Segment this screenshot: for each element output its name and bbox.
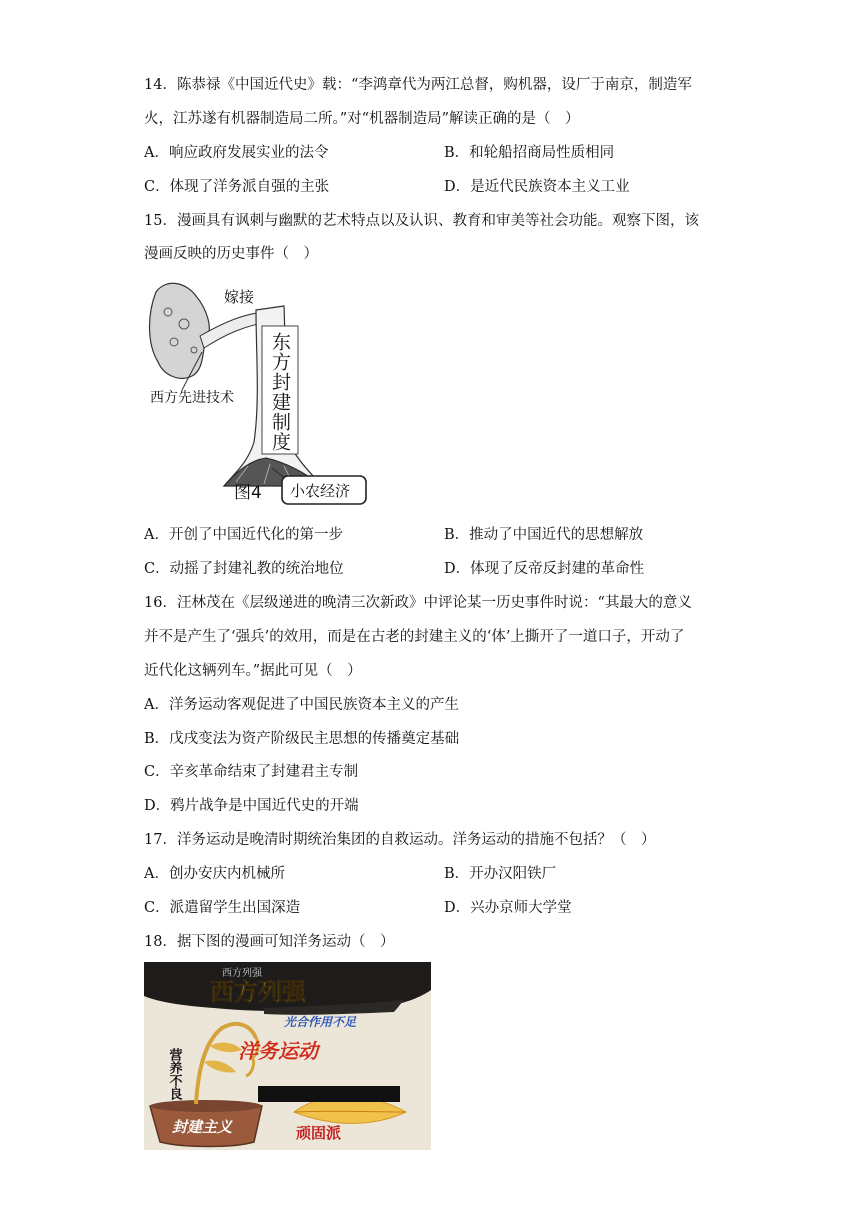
q15-option-d: D．体现了反帝反封建的革命性 xyxy=(444,561,645,577)
figure-number-label: 图4 xyxy=(234,483,262,503)
q16-stem-line1: 16．汪林茂在《层级递进的晚清三次新政》中评论某一历史事件时说：“其最大的意义 xyxy=(144,595,692,611)
q15-cartoon-figure xyxy=(144,272,370,508)
q14-stem-line1: 14．陈恭禄《中国近代史》载：“李鸿章代为两江总督，购机器，设厂于南京，制造军 xyxy=(144,77,692,93)
q17-option-b: B．开办汉阳铁厂 xyxy=(444,866,557,882)
q15-option-b: B．推动了中国近代的思想解放 xyxy=(444,527,644,543)
q16-option-b: B．戊戌变法为资产阶级民主思想的传播奠定基础 xyxy=(144,731,460,747)
west-tech-label: 西方先进技术 xyxy=(150,390,234,406)
q15-stem-line1: 15．漫画具有讽刺与幽默的艺术特点以及认识、教育和审美等社会功能。观察下图，该 xyxy=(144,213,699,229)
q15-stem-line2: 漫画反映的历史事件（ ） xyxy=(144,246,318,262)
photosynthesis-label: 光合作用不足 xyxy=(284,1015,357,1029)
graft-label: 嫁接 xyxy=(224,288,255,306)
black-label-bar xyxy=(258,1086,400,1102)
cloud-small-label: 西方列强 xyxy=(222,968,262,979)
q17-option-d: D．兴办京师大学堂 xyxy=(444,900,572,916)
root-label: 小农经济 xyxy=(290,482,351,500)
q16-option-a: A．洋务运动客观促进了中国民族资本主义的产生 xyxy=(144,697,459,713)
q17-option-c: C．派遣留学生出国深造 xyxy=(144,900,301,916)
q14-option-d: D．是近代民族资本主义工业 xyxy=(444,179,630,195)
q16-option-d: D．鸦片战争是中国近代史的开端 xyxy=(144,798,359,814)
nutrition-label: 营养不良 xyxy=(166,1048,182,1100)
q18-cartoon-figure xyxy=(144,962,431,1150)
q16-stem-line2: 并不是产生了‘强兵’的效用，而是在古老的封建主义的‘体’上撕开了一道口子，开动了 xyxy=(144,629,685,645)
conservative-label: 顽固派 xyxy=(296,1124,342,1142)
q16-option-c: C．辛亥革命结束了封建君主专制 xyxy=(144,764,359,780)
q14-stem-line2: 火，江苏遂有机器制造局二所。”对“机器制造局”解读正确的是（ ） xyxy=(144,111,580,127)
q18-cartoon-drawing xyxy=(144,962,431,1150)
q16-stem-line3: 近代化这辆列车。”据此可见（ ） xyxy=(144,663,362,679)
cloud-label: 西方列强 xyxy=(210,978,306,1006)
q14-option-a: A．响应政府发展实业的法令 xyxy=(144,145,329,161)
q15-cartoon-drawing xyxy=(144,272,370,508)
q15-option-c: C．动摇了封建礼教的统治地位 xyxy=(144,561,344,577)
q14-option-c: C．体现了洋务派自强的主张 xyxy=(144,179,330,195)
q14-option-b: B．和轮船招商局性质相同 xyxy=(444,145,615,161)
trunk-label: 东方封建制度 xyxy=(269,332,291,452)
q15-option-a: A．开创了中国近代化的第一步 xyxy=(144,527,343,543)
yangwu-label: 洋务运动 xyxy=(238,1039,318,1063)
q17-option-a: A．创办安庆内机械所 xyxy=(144,866,285,882)
feudal-label: 封建主义 xyxy=(172,1118,233,1136)
q17-stem-line1: 17．洋务运动是晚清时期统治集团的自救运动。洋务运动的措施不包括？（ ） xyxy=(144,832,656,848)
q18-stem-line1: 18．据下图的漫画可知洋务运动（ ） xyxy=(144,934,395,950)
